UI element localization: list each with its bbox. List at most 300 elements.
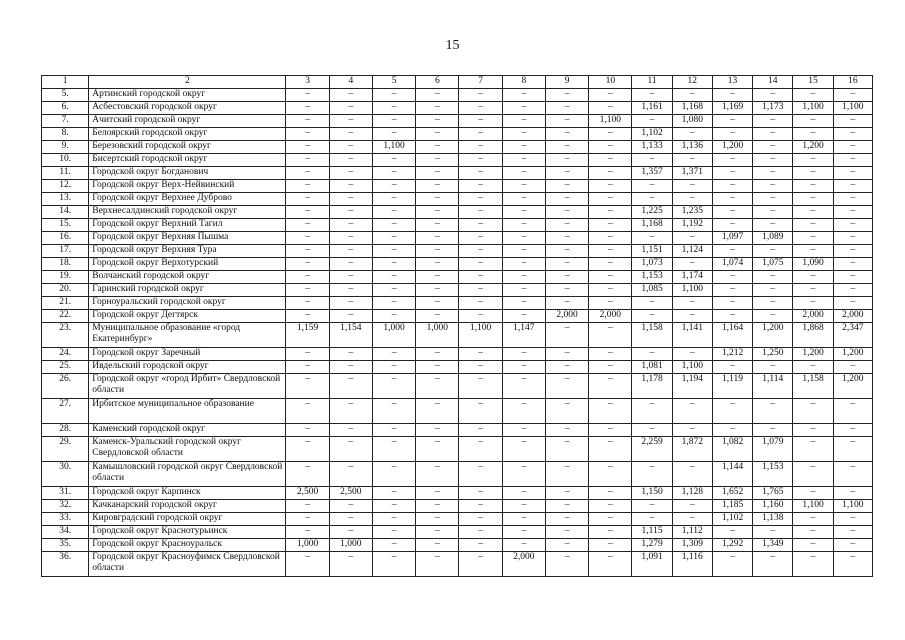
value-cell: – [329,374,372,399]
value-cell: – [329,102,372,115]
value-cell: – [753,141,793,154]
value-cell: – [753,526,793,539]
value-cell: – [286,180,329,193]
value-cell: – [502,399,545,424]
value-cell: 1,079 [753,437,793,462]
value-cell: – [286,128,329,141]
table-row [42,284,873,297]
value-cell: 1,144 [712,462,752,487]
value-cell: – [712,424,752,437]
value-cell: – [416,539,459,552]
value-cell: – [502,245,545,258]
row-number: 20. [42,284,89,297]
value-cell: – [753,167,793,180]
value-cell: – [672,348,712,361]
municipality-name: Ачитский городской округ [89,115,286,128]
value-cell: – [712,167,752,180]
value-cell: 1,074 [712,258,752,271]
value-cell: – [329,361,372,374]
municipality-name: Артинский городской округ [89,89,286,102]
row-number: 33. [42,513,89,526]
table-row [42,154,873,167]
value-cell: – [459,128,502,141]
value-cell: – [833,167,872,180]
value-cell: – [545,462,588,487]
value-cell: 2,000 [502,552,545,577]
value-cell: – [502,539,545,552]
row-number: 23. [42,323,89,348]
value-cell: – [712,361,752,374]
value-cell: – [833,206,872,219]
value-cell: 1,185 [712,500,752,513]
column-header-16: 16 [833,76,872,89]
table-row [42,487,873,500]
value-cell: – [372,245,415,258]
municipality-name: Городской округ Богданович [89,167,286,180]
row-number: 25. [42,361,89,374]
value-cell: – [286,399,329,424]
table-row [42,526,873,539]
value-cell: – [753,361,793,374]
header-row [42,76,873,89]
value-cell: – [372,399,415,424]
value-cell: – [793,89,833,102]
table-row [42,89,873,102]
value-cell: – [589,258,632,271]
value-cell: – [329,128,372,141]
value-cell: – [793,513,833,526]
value-cell: – [589,167,632,180]
value-cell: – [753,115,793,128]
value-cell: – [329,206,372,219]
table-row [42,361,873,374]
column-header-2: 2 [89,76,286,89]
column-header-14: 14 [753,76,793,89]
value-cell: – [589,513,632,526]
value-cell: 1,868 [793,323,833,348]
value-cell: – [793,487,833,500]
value-cell: – [589,271,632,284]
value-cell: – [545,284,588,297]
value-cell: 2,000 [833,310,872,323]
value-cell: 1,116 [672,552,712,577]
table-row [42,245,873,258]
value-cell: – [372,206,415,219]
municipality-name: Гаринский городской округ [89,284,286,297]
value-cell: – [372,500,415,513]
value-cell: – [712,180,752,193]
value-cell: – [632,193,672,206]
table-row [42,167,873,180]
value-cell: – [753,128,793,141]
value-cell: 1,138 [753,513,793,526]
value-cell: – [502,154,545,167]
value-cell: – [459,552,502,577]
value-cell: 1,153 [753,462,793,487]
value-cell: – [459,102,502,115]
value-cell: – [329,115,372,128]
value-cell: – [416,180,459,193]
row-number: 31. [42,487,89,500]
column-header-13: 13 [712,76,752,89]
value-cell: 1,100 [793,102,833,115]
value-cell: – [712,206,752,219]
value-cell: – [329,167,372,180]
municipality-name: Бисертский городской округ [89,154,286,167]
value-cell: – [793,180,833,193]
value-cell: – [329,297,372,310]
value-cell: – [545,526,588,539]
row-number: 36. [42,552,89,577]
value-cell: – [632,513,672,526]
value-cell: – [416,284,459,297]
value-cell: – [502,374,545,399]
value-cell: – [502,424,545,437]
value-cell: – [793,167,833,180]
value-cell: – [712,128,752,141]
value-cell: – [672,513,712,526]
municipality-name: Белоярский городской округ [89,128,286,141]
value-cell: 1,349 [753,539,793,552]
value-cell: – [833,361,872,374]
value-cell: – [793,539,833,552]
value-cell: 1,164 [712,323,752,348]
value-cell: – [833,128,872,141]
value-cell: – [502,297,545,310]
value-cell: – [459,115,502,128]
value-cell: – [329,219,372,232]
table-row [42,206,873,219]
value-cell: – [589,102,632,115]
value-cell: – [286,141,329,154]
column-header-4: 4 [329,76,372,89]
row-number: 11. [42,167,89,180]
value-cell: – [286,154,329,167]
value-cell: 2,500 [329,487,372,500]
value-cell: – [416,102,459,115]
value-cell: – [372,297,415,310]
value-cell: – [545,399,588,424]
value-cell: – [545,361,588,374]
value-cell: – [793,552,833,577]
value-cell: 1,000 [329,539,372,552]
value-cell: – [502,89,545,102]
municipality-name: Городской округ «город Ирбит» Свердловской области [89,374,286,399]
value-cell: 2,000 [589,310,632,323]
value-cell: – [329,284,372,297]
value-cell: – [459,232,502,245]
value-cell: 1,073 [632,258,672,271]
value-cell: – [502,310,545,323]
value-cell: 1,158 [793,374,833,399]
value-cell: – [589,526,632,539]
value-cell: – [589,232,632,245]
value-cell: 1,100 [793,500,833,513]
value-cell: – [329,500,372,513]
table-row [42,310,873,323]
value-cell: – [753,245,793,258]
value-cell: – [459,437,502,462]
value-cell: – [793,361,833,374]
value-cell: – [416,167,459,180]
row-number: 16. [42,232,89,245]
value-cell: – [416,513,459,526]
value-cell: – [632,154,672,167]
value-cell: – [793,154,833,167]
row-number: 7. [42,115,89,128]
value-cell: – [545,115,588,128]
value-cell: – [833,526,872,539]
value-cell: – [712,115,752,128]
value-cell: – [416,399,459,424]
value-cell: – [589,424,632,437]
value-cell: – [286,271,329,284]
value-cell: – [833,154,872,167]
value-cell: – [753,180,793,193]
value-cell: – [286,258,329,271]
value-cell: – [793,232,833,245]
value-cell: 1,102 [632,128,672,141]
value-cell: – [372,271,415,284]
row-number: 26. [42,374,89,399]
value-cell: – [286,310,329,323]
value-cell: – [459,297,502,310]
value-cell: 1,194 [672,374,712,399]
value-cell: – [833,89,872,102]
value-cell: – [545,513,588,526]
value-cell: – [632,89,672,102]
value-cell: 1,200 [793,348,833,361]
value-cell: – [672,424,712,437]
value-cell: 1,128 [672,487,712,500]
value-cell: – [502,219,545,232]
value-cell: 1,357 [632,167,672,180]
value-cell: 1,100 [589,115,632,128]
value-cell: – [632,462,672,487]
value-cell: – [286,232,329,245]
value-cell: – [502,102,545,115]
table-row [42,180,873,193]
value-cell: – [589,361,632,374]
value-cell: 1,159 [286,323,329,348]
value-cell: – [672,128,712,141]
value-cell: – [372,348,415,361]
value-cell: – [329,193,372,206]
value-cell: – [416,361,459,374]
value-cell: 1,160 [753,500,793,513]
value-cell: – [416,258,459,271]
municipality-name: Каменск-Уральский городской округ Свердловской области [89,437,286,462]
table-row [42,258,873,271]
value-cell: – [793,297,833,310]
value-cell: – [589,180,632,193]
value-cell: – [589,348,632,361]
value-cell: – [286,219,329,232]
value-cell: 1,154 [329,323,372,348]
value-cell: – [372,115,415,128]
row-number: 15. [42,219,89,232]
value-cell: – [545,487,588,500]
value-cell: – [286,500,329,513]
value-cell: – [416,437,459,462]
value-cell: – [632,348,672,361]
value-cell: – [372,424,415,437]
value-cell: – [416,462,459,487]
value-cell: – [329,513,372,526]
value-cell: – [416,487,459,500]
value-cell: – [459,193,502,206]
data-table [41,75,873,577]
value-cell: – [833,115,872,128]
value-cell: – [545,102,588,115]
value-cell: 1,080 [672,115,712,128]
value-cell: – [459,180,502,193]
municipality-name: Городской округ Краснотурьинск [89,526,286,539]
value-cell: – [502,361,545,374]
column-header-3: 3 [286,76,329,89]
value-cell: – [329,348,372,361]
column-header-7: 7 [459,76,502,89]
value-cell: 1,309 [672,539,712,552]
value-cell: – [589,539,632,552]
value-cell: – [372,284,415,297]
value-cell: 1,100 [459,323,502,348]
value-cell: 1,119 [712,374,752,399]
row-number: 21. [42,297,89,310]
value-cell: – [372,193,415,206]
value-cell: – [672,154,712,167]
value-cell: – [672,297,712,310]
value-cell: – [372,219,415,232]
value-cell: – [632,500,672,513]
value-cell: – [672,232,712,245]
value-cell: 1,235 [672,206,712,219]
value-cell: – [286,284,329,297]
row-number: 22. [42,310,89,323]
value-cell: – [372,258,415,271]
value-cell: – [459,348,502,361]
value-cell: – [502,180,545,193]
column-header-8: 8 [502,76,545,89]
row-number: 6. [42,102,89,115]
municipality-name: Городской округ Верхний Тагил [89,219,286,232]
value-cell: – [712,399,752,424]
value-cell: – [589,141,632,154]
value-cell: – [632,232,672,245]
value-cell: – [589,500,632,513]
value-cell: 1,114 [753,374,793,399]
value-cell: 1,085 [632,284,672,297]
municipality-name: Горноуральский городской округ [89,297,286,310]
table-row [42,399,873,424]
value-cell: – [502,462,545,487]
value-cell: – [545,374,588,399]
value-cell: – [416,424,459,437]
value-cell: – [589,323,632,348]
row-number: 30. [42,462,89,487]
value-cell: – [459,219,502,232]
value-cell: 1,371 [672,167,712,180]
value-cell: – [545,348,588,361]
value-cell: – [833,193,872,206]
row-number: 5. [42,89,89,102]
row-number: 27. [42,399,89,424]
municipality-name: Городской округ Верхнее Дуброво [89,193,286,206]
value-cell: – [459,361,502,374]
column-header-15: 15 [793,76,833,89]
value-cell: 2,259 [632,437,672,462]
municipality-name: Асбестовский городской округ [89,102,286,115]
value-cell: 1,169 [712,102,752,115]
value-cell: – [329,271,372,284]
value-cell: – [833,513,872,526]
value-cell: – [502,232,545,245]
value-cell: – [793,399,833,424]
value-cell: – [372,552,415,577]
value-cell: – [459,424,502,437]
municipality-name: Каменский городской округ [89,424,286,437]
value-cell: – [286,115,329,128]
value-cell: – [545,245,588,258]
value-cell: 1,000 [286,539,329,552]
value-cell: – [632,297,672,310]
value-cell: – [372,462,415,487]
value-cell: – [545,89,588,102]
value-cell: 1,090 [793,258,833,271]
value-cell: – [502,284,545,297]
value-cell: – [545,219,588,232]
value-cell: – [833,487,872,500]
value-cell: – [329,245,372,258]
value-cell: – [459,539,502,552]
value-cell: – [286,361,329,374]
value-cell: – [632,424,672,437]
municipality-name: Кировградский городской округ [89,513,286,526]
value-cell: – [416,89,459,102]
value-cell: – [459,310,502,323]
value-cell: – [672,399,712,424]
municipality-name: Городской округ Верхняя Тура [89,245,286,258]
value-cell: – [459,500,502,513]
column-header-10: 10 [589,76,632,89]
value-cell: 1,100 [833,102,872,115]
value-cell: 1,161 [632,102,672,115]
value-cell: 1,250 [753,348,793,361]
value-cell: – [753,424,793,437]
value-cell: 1,124 [672,245,712,258]
value-cell: – [589,552,632,577]
value-cell: 1,192 [672,219,712,232]
value-cell: – [589,128,632,141]
value-cell: – [329,154,372,167]
value-cell: – [372,154,415,167]
value-cell: – [589,154,632,167]
value-cell: – [416,115,459,128]
value-cell: – [753,399,793,424]
value-cell: 1,178 [632,374,672,399]
value-cell: – [286,245,329,258]
value-cell: – [502,258,545,271]
value-cell: – [793,206,833,219]
value-cell: – [372,167,415,180]
value-cell: – [712,297,752,310]
value-cell: – [329,258,372,271]
row-number: 29. [42,437,89,462]
value-cell: – [459,271,502,284]
value-cell: – [329,462,372,487]
value-cell: – [459,154,502,167]
row-number: 28. [42,424,89,437]
